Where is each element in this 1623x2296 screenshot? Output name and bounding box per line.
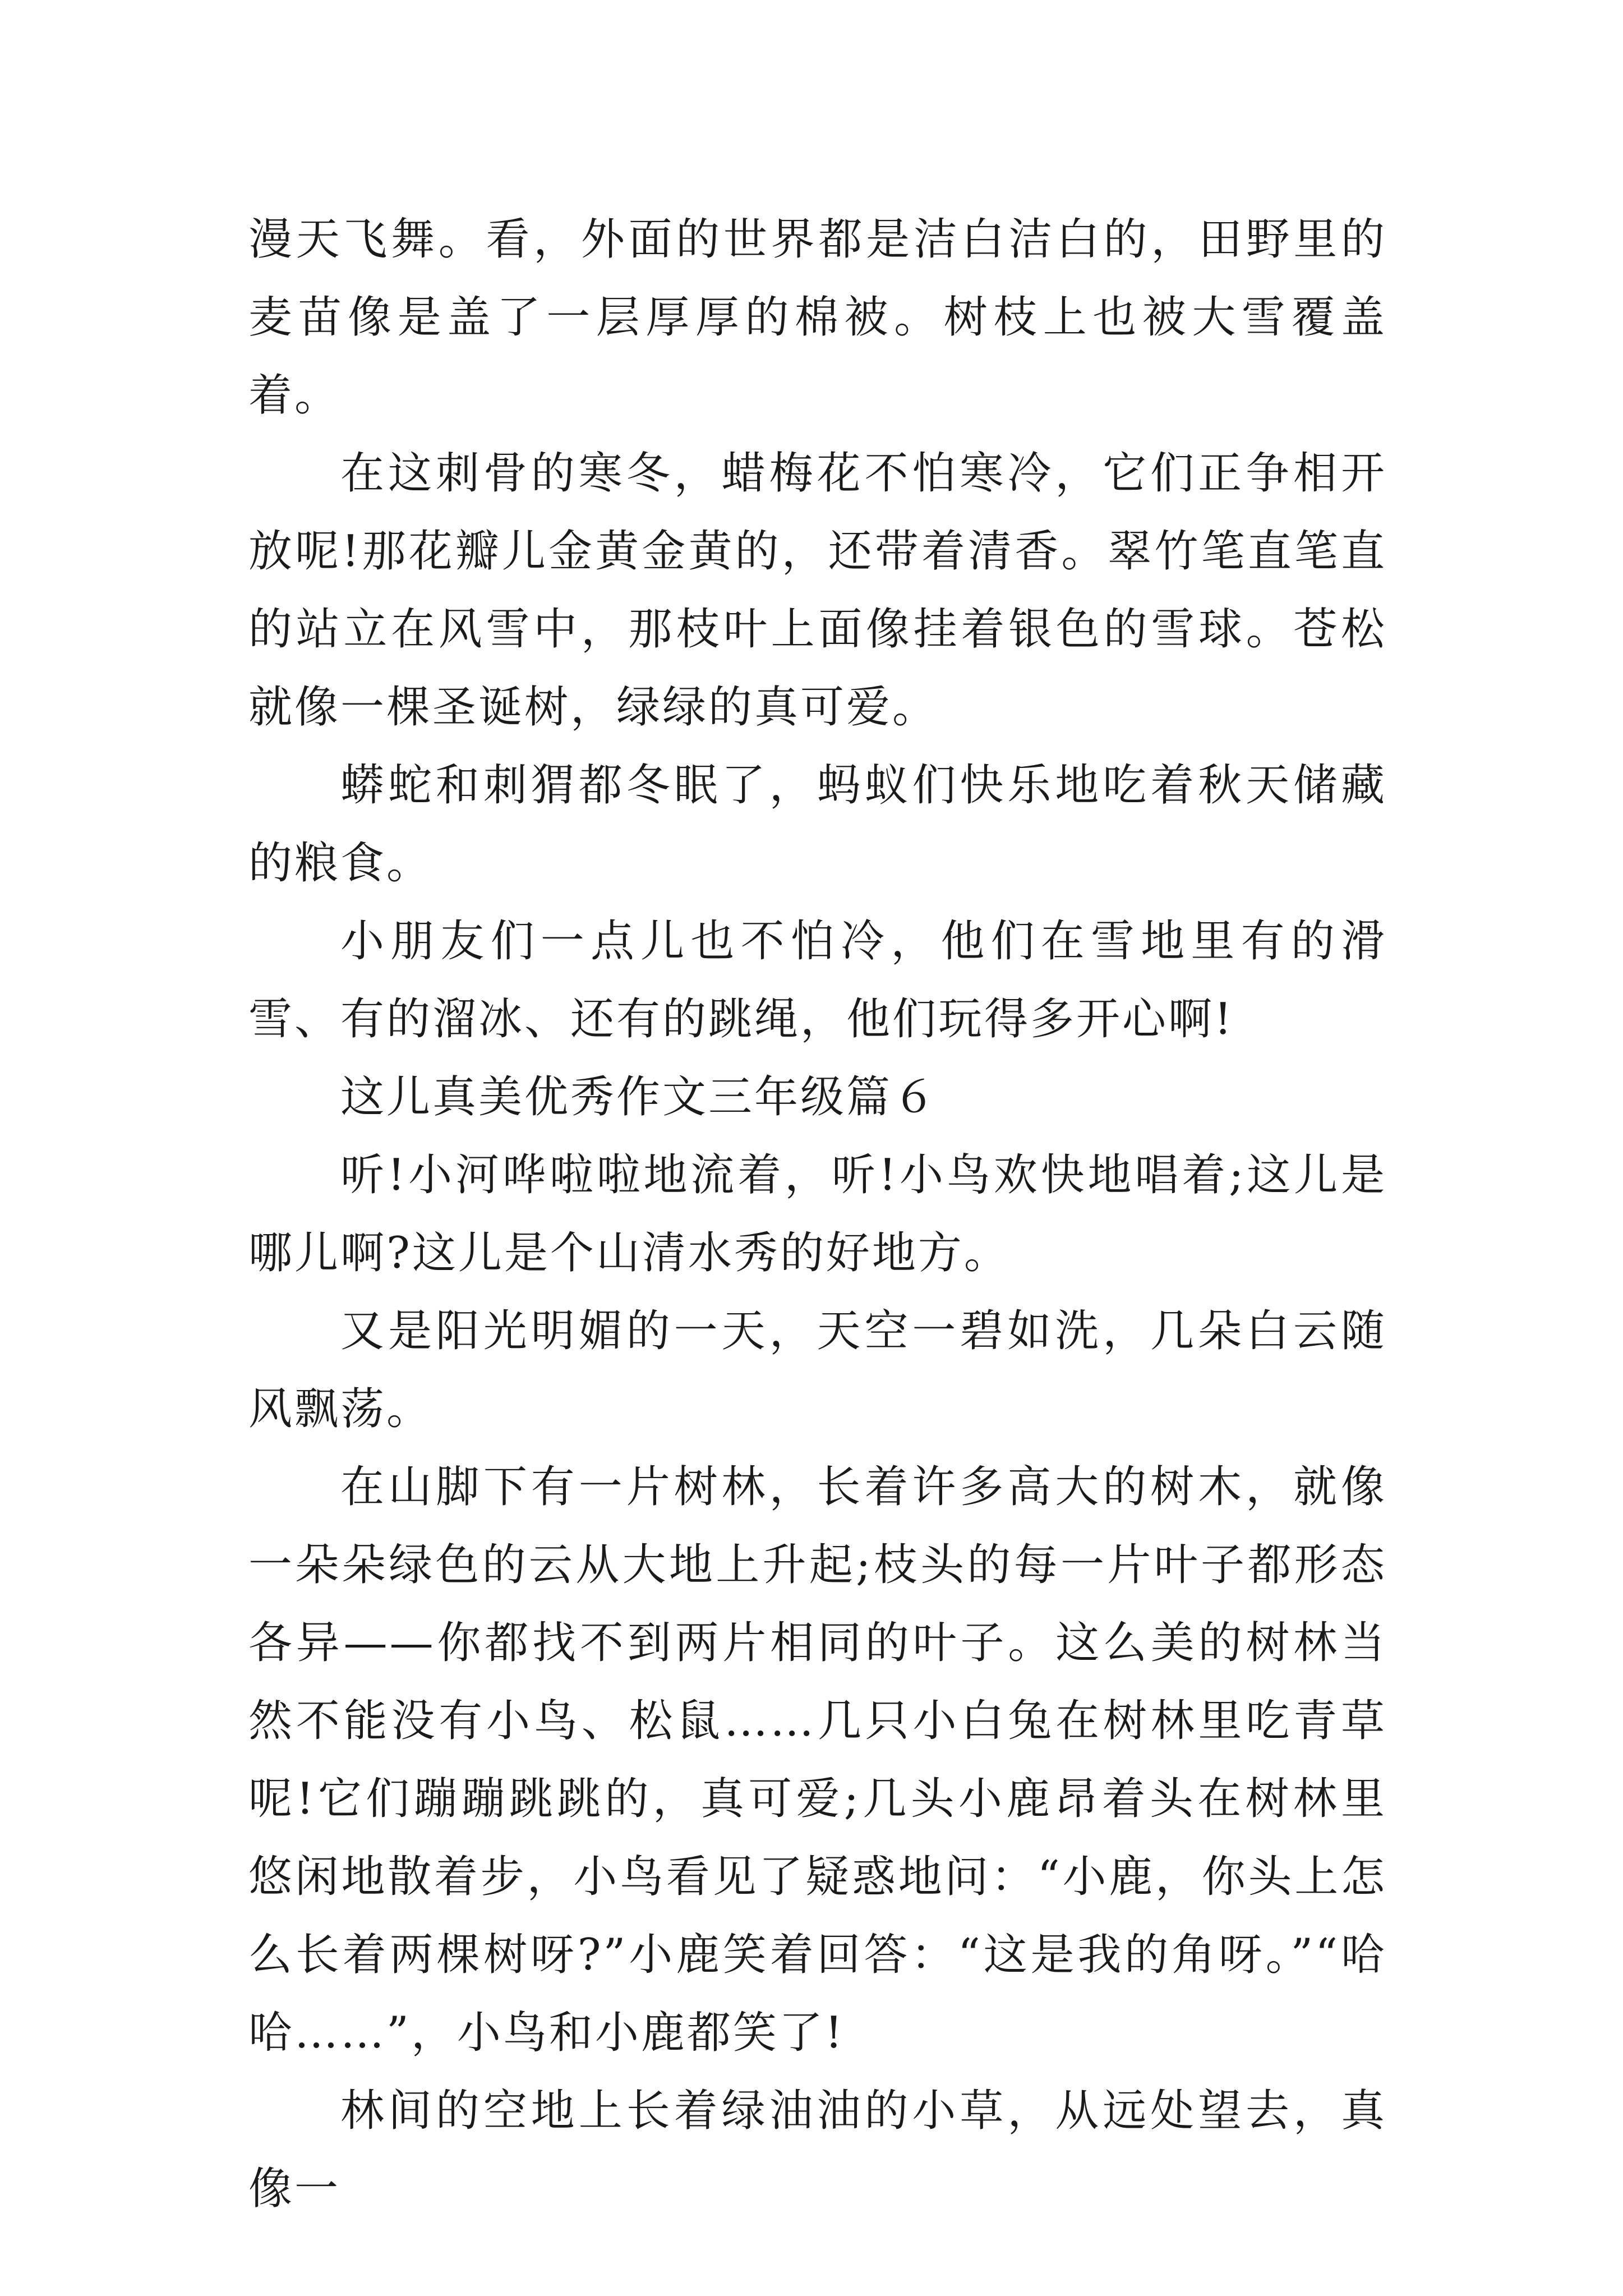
paragraph-6: 又是阳光明媚的一天，天空一碧如洗，几朵白云随风飘荡。 — [248, 1306, 1387, 1434]
section-heading: 这儿真美优秀作文三年级篇６ — [340, 1072, 939, 1122]
paragraph-7: 在山脚下有一片树林，长着许多高大的树木，就像一朵朵绿色的云从大地上升起;枝头的每一片叶子都形态各异——你都找不到两片相同的叶子。这么美的树林当然不能没有小鸟、松鼠……几只小白兔在树林里吃青草呢!它们蹦蹦跳跳的，真可爱;几头小鹿昂着头在树林里悠闲地散着步，小鸟看见了疑惑地问：“小鹿，你头上怎么长着两棵树呀?”小鹿笑着回答：“这是我的角呀。”“哈哈……”，小鸟和小鹿都笑了! — [248, 1462, 1387, 2058]
document-body — [248, 201, 1387, 2228]
paragraph-8: 林间的空地上长着绿油油的小草，从远处望去，真像一 — [248, 2086, 1387, 2214]
paragraph-2: 在这刺骨的寒冬，蜡梅花不怕寒冷，它们正争相开放呢!那花瓣儿金黄金黄的，还带着清香。翠竹笔直笔直的站立在风雪中，那枝叶上面像挂着银色的雪球。苍松就像一棵圣诞树，绿绿的真可爱。 — [248, 448, 1387, 733]
paragraph-1: 漫天飞舞。看，外面的世界都是洁白洁白的，田野里的麦苗像是盖了一层厚厚的棉被。树枝上也被大雪覆盖着。 — [248, 214, 1387, 421]
paragraph-5: 听!小河哗啦啦地流着，听!小鸟欢快地唱着;这儿是哪儿啊?这儿是个山清水秀的好地方。 — [248, 1150, 1387, 1278]
paragraph-4: 小朋友们一点儿也不怕冷，他们在雪地里有的滑雪、有的溜冰、还有的跳绳，他们玩得多开心啊! — [248, 916, 1387, 1045]
paragraph-3: 蟒蛇和刺猬都冬眠了，蚂蚁们快乐地吃着秋天储藏的粮食。 — [248, 760, 1387, 889]
